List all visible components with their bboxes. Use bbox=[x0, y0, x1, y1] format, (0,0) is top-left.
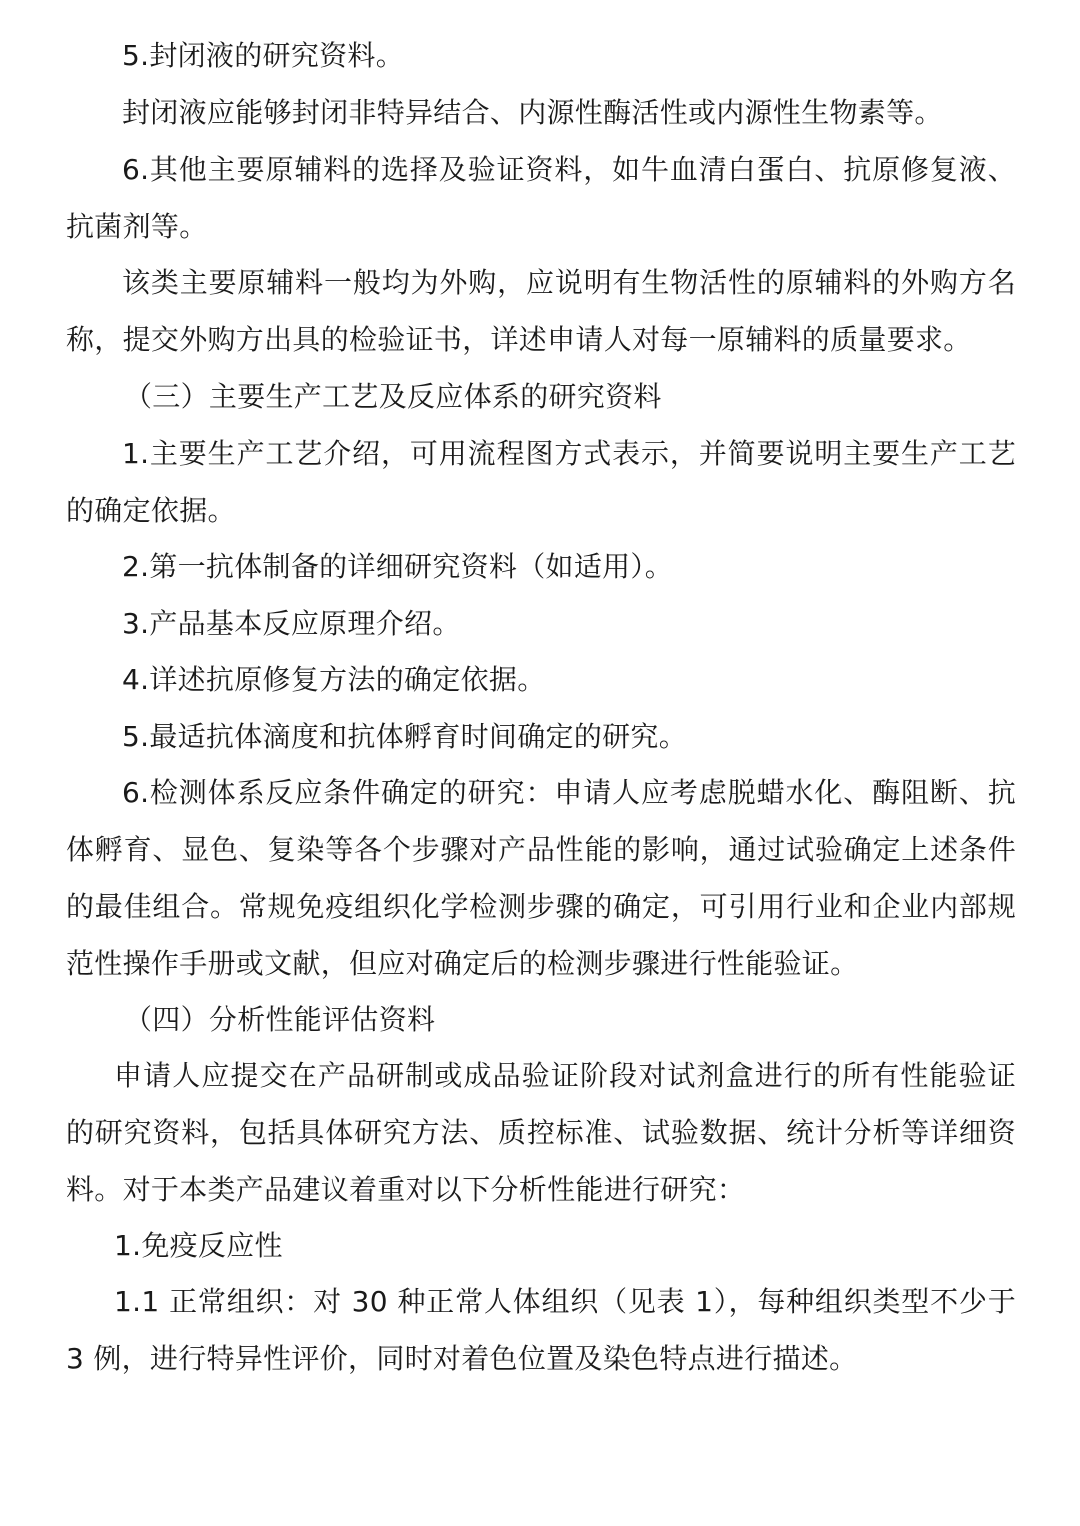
section-heading-3: （三）主要生产工艺及反应体系的研究资料 bbox=[124, 380, 662, 413]
paragraph-process-4: 4.详述抗原修复方法的确定依据。 bbox=[122, 663, 546, 696]
paragraph-process-3: 3.产品基本反应原理介绍。 bbox=[122, 607, 461, 640]
paragraph-blocking-solution: 封闭液应能够封闭非特异结合、内源性酶活性或内源性生物素等。 bbox=[122, 96, 943, 129]
subheading-immunoreactivity: 1.免疫反应性 bbox=[114, 1229, 283, 1262]
paragraph-item-5: 5.封闭液的研究资料。 bbox=[122, 39, 405, 72]
paragraph-raw-materials: 该类主要原辅料一般均为外购，应说明有生物活性的原辅料的外购方名称，提交外购方出具的检验证书，详述申请人对每一原辅料的质量要求。 bbox=[66, 266, 1016, 356]
paragraph-process-5: 5.最适抗体滴度和抗体孵育时间确定的研究。 bbox=[122, 720, 688, 753]
paragraph-process-2: 2.第一抗体制备的详细研究资料（如适用）。 bbox=[122, 550, 674, 583]
paragraph-process-1: 1.主要生产工艺介绍，可用流程图方式表示，并简要说明主要生产工艺的确定依据。 bbox=[66, 437, 1016, 527]
section-heading-4: （四）分析性能评估资料 bbox=[124, 1003, 436, 1036]
paragraph-normal-tissue: 1.1 正常组织：对 30 种正常人体组织（见表 1），每种组织类型不少于 3 例，进行特异性评价，同时对着色位置及染色特点进行描述。 bbox=[66, 1285, 1016, 1375]
paragraph-process-6: 6.检测体系反应条件确定的研究：申请人应考虑脱蜡水化、酶阻断、抗体孵育、显色、复染等各个步骤对产品性能的影响，通过试验确定上述条件的最佳组合。常规免疫组织化学检测步骤的确定，可引用行业和企业内部规范性操作手册或文献，但应对确定后的检测步骤进行性能验证。 bbox=[66, 776, 1016, 980]
paragraph-performance-evaluation: 申请人应提交在产品研制或成品验证阶段对试剂盒进行的所有性能验证的研究资料，包括具体研究方法、质控标准、试验数据、统计分析等详细资料。对于本类产品建议着重对以下分析性能进行研究： bbox=[66, 1059, 1016, 1206]
paragraph-item-6: 6.其他主要原辅料的选择及验证资料，如牛血清白蛋白、抗原修复液、抗菌剂等。 bbox=[66, 153, 1016, 243]
